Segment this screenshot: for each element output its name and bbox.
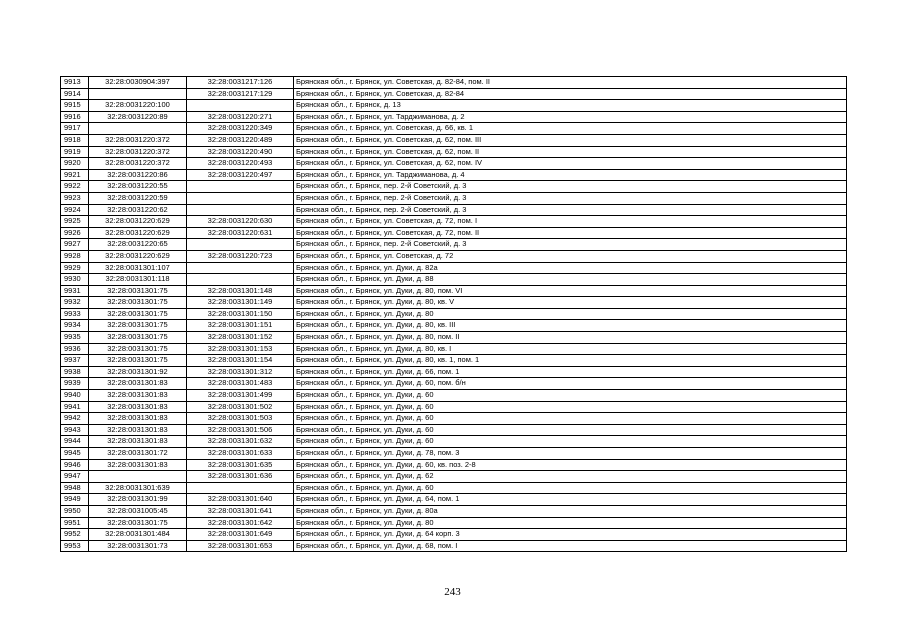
cadastral-number-cell: 32:28:0031220:372 bbox=[89, 158, 187, 170]
table-row bbox=[61, 401, 847, 413]
table-row bbox=[61, 482, 847, 494]
table-row bbox=[61, 413, 847, 425]
address-cell: Брянская обл., г. Брянск, ул. Советская, д. 72, пом. I bbox=[294, 216, 847, 228]
row-number-cell: 9950 bbox=[61, 505, 89, 517]
row-number-cell: 9949 bbox=[61, 494, 89, 506]
row-number-cell: 9928 bbox=[61, 250, 89, 262]
cadastral-number-cell: 32:28:0031301:83 bbox=[89, 436, 187, 448]
object-cadastral-number-cell: 32:28:0031301:506 bbox=[187, 424, 294, 436]
table-row bbox=[61, 308, 847, 320]
row-number-cell: 9952 bbox=[61, 529, 89, 541]
object-cadastral-number-cell: 32:28:0031301:653 bbox=[187, 540, 294, 552]
table-row bbox=[61, 320, 847, 332]
table-row bbox=[61, 436, 847, 448]
cadastral-number-cell: 32:28:0031301:107 bbox=[89, 262, 187, 274]
table-row bbox=[61, 146, 847, 158]
row-number-cell: 9920 bbox=[61, 158, 89, 170]
address-cell: Брянская обл., г. Брянск, ул. Дуки, д. 80, пом. VI bbox=[294, 285, 847, 297]
cadastral-number-cell: 32:28:0031220:59 bbox=[89, 192, 187, 204]
object-cadastral-number-cell: 32:28:0031301:499 bbox=[187, 390, 294, 402]
object-cadastral-number-cell: 32:28:0031301:312 bbox=[187, 366, 294, 378]
row-number-cell: 9931 bbox=[61, 285, 89, 297]
address-cell: Брянская обл., г. Брянск, ул. Дуки, д. 60 bbox=[294, 482, 847, 494]
row-number-cell: 9934 bbox=[61, 320, 89, 332]
object-cadastral-number-cell: 32:28:0031220:271 bbox=[187, 111, 294, 123]
table-row bbox=[61, 216, 847, 228]
row-number-cell: 9925 bbox=[61, 216, 89, 228]
address-cell: Брянская обл., г. Брянск, ул. Дуки, д. 80, пом. II bbox=[294, 332, 847, 344]
table-row bbox=[61, 274, 847, 286]
cadastral-number-cell: 32:28:0031301:92 bbox=[89, 366, 187, 378]
row-number-cell: 9947 bbox=[61, 471, 89, 483]
row-number-cell: 9919 bbox=[61, 146, 89, 158]
address-cell: Брянская обл., г. Брянск, ул. Дуки, д. 60 bbox=[294, 401, 847, 413]
row-number-cell: 9942 bbox=[61, 413, 89, 425]
address-cell: Брянская обл., г. Брянск, ул. Дуки, д. 80, кв. I bbox=[294, 343, 847, 355]
object-cadastral-number-cell: 32:28:0031220:349 bbox=[187, 123, 294, 135]
object-cadastral-number-cell: 32:28:0031301:149 bbox=[187, 297, 294, 309]
table-row bbox=[61, 494, 847, 506]
cadastral-number-cell: 32:28:0031301:83 bbox=[89, 401, 187, 413]
row-number-cell: 9927 bbox=[61, 239, 89, 251]
object-cadastral-number-cell bbox=[187, 204, 294, 216]
object-cadastral-number-cell bbox=[187, 239, 294, 251]
row-number-cell: 9913 bbox=[61, 77, 89, 89]
object-cadastral-number-cell bbox=[187, 192, 294, 204]
row-number-cell: 9914 bbox=[61, 88, 89, 100]
row-number-cell: 9921 bbox=[61, 169, 89, 181]
cadastral-number-cell: 32:28:0031301:75 bbox=[89, 297, 187, 309]
address-cell: Брянская обл., г. Брянск, ул. Дуки, д. 80, кв. III bbox=[294, 320, 847, 332]
row-number-cell: 9915 bbox=[61, 100, 89, 112]
table-row bbox=[61, 169, 847, 181]
row-number-cell: 9951 bbox=[61, 517, 89, 529]
table-row bbox=[61, 181, 847, 193]
object-cadastral-number-cell: 32:28:0031301:641 bbox=[187, 505, 294, 517]
address-cell: Брянская обл., г. Брянск, ул. Дуки, д. 60 bbox=[294, 413, 847, 425]
cadastral-number-cell bbox=[89, 471, 187, 483]
table-row bbox=[61, 505, 847, 517]
address-cell: Брянская обл., г. Брянск, ул. Дуки, д. 78, пом. 3 bbox=[294, 448, 847, 460]
object-cadastral-number-cell: 32:28:0031301:635 bbox=[187, 459, 294, 471]
table-row bbox=[61, 471, 847, 483]
address-cell: Брянская обл., г. Брянск, ул. Дуки, д. 62 bbox=[294, 471, 847, 483]
row-number-cell: 9941 bbox=[61, 401, 89, 413]
table-row bbox=[61, 459, 847, 471]
table-row bbox=[61, 111, 847, 123]
cadastral-number-cell: 32:28:0031220:55 bbox=[89, 181, 187, 193]
row-number-cell: 9937 bbox=[61, 355, 89, 367]
cadastral-number-cell: 32:28:0031301:75 bbox=[89, 308, 187, 320]
address-cell: Брянская обл., г. Брянск, ул. Советская, д. 82-84, пом. II bbox=[294, 77, 847, 89]
table-row bbox=[61, 390, 847, 402]
object-cadastral-number-cell: 32:28:0031301:151 bbox=[187, 320, 294, 332]
address-cell: Брянская обл., г. Брянск, пер. 2-й Советский, д. 3 bbox=[294, 204, 847, 216]
row-number-cell: 9926 bbox=[61, 227, 89, 239]
object-cadastral-number-cell: 32:28:0031301:649 bbox=[187, 529, 294, 541]
cadastral-number-cell: 32:28:0031220:100 bbox=[89, 100, 187, 112]
address-cell: Брянская обл., г. Брянск, пер. 2-й Советский, д. 3 bbox=[294, 192, 847, 204]
row-number-cell: 9929 bbox=[61, 262, 89, 274]
cadastral-number-cell: 32:28:0031220:65 bbox=[89, 239, 187, 251]
address-cell: Брянская обл., г. Брянск, ул. Дуки, д. 82а bbox=[294, 262, 847, 274]
row-number-cell: 9936 bbox=[61, 343, 89, 355]
address-cell: Брянская обл., г. Брянск, ул. Дуки, д. 88 bbox=[294, 274, 847, 286]
cadastral-number-cell: 32:28:0031220:86 bbox=[89, 169, 187, 181]
row-number-cell: 9924 bbox=[61, 204, 89, 216]
cadastral-number-cell: 32:28:0031220:89 bbox=[89, 111, 187, 123]
table-row bbox=[61, 424, 847, 436]
cadastral-number-cell bbox=[89, 123, 187, 135]
row-number-cell: 9948 bbox=[61, 482, 89, 494]
address-cell: Брянская обл., г. Брянск, ул. Дуки, д. 80 bbox=[294, 308, 847, 320]
cadastral-number-cell: 32:28:0031220:372 bbox=[89, 146, 187, 158]
cadastral-number-cell: 32:28:0031301:99 bbox=[89, 494, 187, 506]
row-number-cell: 9945 bbox=[61, 448, 89, 460]
address-cell: Брянская обл., г. Брянск, ул. Дуки, д. 80а bbox=[294, 505, 847, 517]
cadastral-number-cell: 32:28:0030904:397 bbox=[89, 77, 187, 89]
object-cadastral-number-cell: 32:28:0031301:640 bbox=[187, 494, 294, 506]
object-cadastral-number-cell: 32:28:0031217:126 bbox=[187, 77, 294, 89]
address-cell: Брянская обл., г. Брянск, ул. Дуки, д. 68, пом. I bbox=[294, 540, 847, 552]
table-row bbox=[61, 540, 847, 552]
address-cell: Брянская обл., г. Брянск, ул. Дуки, д. 60 bbox=[294, 424, 847, 436]
row-number-cell: 9946 bbox=[61, 459, 89, 471]
table-row bbox=[61, 297, 847, 309]
address-cell: Брянская обл., г. Брянск, ул. Дуки, д. 80 bbox=[294, 517, 847, 529]
cadastral-number-cell: 32:28:0031220:629 bbox=[89, 227, 187, 239]
table-row bbox=[61, 227, 847, 239]
table-row bbox=[61, 250, 847, 262]
table-row bbox=[61, 134, 847, 146]
table-row bbox=[61, 192, 847, 204]
cadastral-number-cell: 32:28:0031301:484 bbox=[89, 529, 187, 541]
object-cadastral-number-cell: 32:28:0031301:483 bbox=[187, 378, 294, 390]
row-number-cell: 9916 bbox=[61, 111, 89, 123]
address-cell: Брянская обл., г. Брянск, ул. Дуки, д. 80, кв. V bbox=[294, 297, 847, 309]
row-number-cell: 9923 bbox=[61, 192, 89, 204]
cadastral-number-cell: 32:28:0031301:83 bbox=[89, 413, 187, 425]
object-cadastral-number-cell: 32:28:0031220:490 bbox=[187, 146, 294, 158]
object-cadastral-number-cell bbox=[187, 262, 294, 274]
cadastral-number-cell: 32:28:0031220:62 bbox=[89, 204, 187, 216]
cadastral-number-cell: 32:28:0031301:118 bbox=[89, 274, 187, 286]
table-row bbox=[61, 123, 847, 135]
address-cell: Брянская обл., г. Брянск, пер. 2-й Советский, д. 3 bbox=[294, 239, 847, 251]
table-body bbox=[61, 77, 847, 552]
object-cadastral-number-cell: 32:28:0031301:642 bbox=[187, 517, 294, 529]
row-number-cell: 9933 bbox=[61, 308, 89, 320]
table-row bbox=[61, 517, 847, 529]
table-row bbox=[61, 239, 847, 251]
table-row bbox=[61, 332, 847, 344]
property-register-table bbox=[60, 76, 847, 552]
cadastral-number-cell: 32:28:0031301:83 bbox=[89, 424, 187, 436]
object-cadastral-number-cell: 32:28:0031301:502 bbox=[187, 401, 294, 413]
object-cadastral-number-cell: 32:28:0031220:631 bbox=[187, 227, 294, 239]
object-cadastral-number-cell: 32:28:0031220:493 bbox=[187, 158, 294, 170]
row-number-cell: 9935 bbox=[61, 332, 89, 344]
address-cell: Брянская обл., г. Брянск, ул. Дуки, д. 66, пом. 1 bbox=[294, 366, 847, 378]
row-number-cell: 9944 bbox=[61, 436, 89, 448]
object-cadastral-number-cell: 32:28:0031301:152 bbox=[187, 332, 294, 344]
address-cell: Брянская обл., г. Брянск, ул. Советская, д. 62, пом. III bbox=[294, 134, 847, 146]
row-number-cell: 9917 bbox=[61, 123, 89, 135]
cadastral-number-cell: 32:28:0031301:75 bbox=[89, 320, 187, 332]
address-cell: Брянская обл., г. Брянск, ул. Дуки, д. 64, пом. 1 bbox=[294, 494, 847, 506]
address-cell: Брянская обл., г. Брянск, д. 13 bbox=[294, 100, 847, 112]
address-cell: Брянская обл., г. Брянск, ул. Дуки, д. 60 bbox=[294, 390, 847, 402]
cadastral-number-cell: 32:28:0031220:372 bbox=[89, 134, 187, 146]
object-cadastral-number-cell: 32:28:0031220:497 bbox=[187, 169, 294, 181]
address-cell: Брянская обл., г. Брянск, ул. Советская, д. 62, пом. IV bbox=[294, 158, 847, 170]
table-row bbox=[61, 158, 847, 170]
row-number-cell: 9922 bbox=[61, 181, 89, 193]
object-cadastral-number-cell: 32:28:0031301:153 bbox=[187, 343, 294, 355]
cadastral-number-cell: 32:28:0031220:629 bbox=[89, 250, 187, 262]
row-number-cell: 9939 bbox=[61, 378, 89, 390]
row-number-cell: 9943 bbox=[61, 424, 89, 436]
row-number-cell: 9918 bbox=[61, 134, 89, 146]
object-cadastral-number-cell: 32:28:0031301:503 bbox=[187, 413, 294, 425]
cadastral-number-cell: 32:28:0031301:75 bbox=[89, 332, 187, 344]
address-cell: Брянская обл., г. Брянск, ул. Дуки, д. 80, кв. 1, пом. 1 bbox=[294, 355, 847, 367]
table-row bbox=[61, 366, 847, 378]
row-number-cell: 9953 bbox=[61, 540, 89, 552]
address-cell: Брянская обл., г. Брянск, ул. Дуки, д. 60, кв. поз. 2-8 bbox=[294, 459, 847, 471]
address-cell: Брянская обл., г. Брянск, ул. Советская, д. 72 bbox=[294, 250, 847, 262]
object-cadastral-number-cell: 32:28:0031301:150 bbox=[187, 308, 294, 320]
cadastral-number-cell: 32:28:0031301:639 bbox=[89, 482, 187, 494]
table-row bbox=[61, 204, 847, 216]
cadastral-number-cell: 32:28:0031301:75 bbox=[89, 343, 187, 355]
cadastral-number-cell: 32:28:0031301:83 bbox=[89, 378, 187, 390]
cadastral-number-cell: 32:28:0031301:73 bbox=[89, 540, 187, 552]
cadastral-number-cell: 32:28:0031301:75 bbox=[89, 285, 187, 297]
address-cell: Брянская обл., г. Брянск, ул. Дуки, д. 60 bbox=[294, 436, 847, 448]
object-cadastral-number-cell bbox=[187, 100, 294, 112]
object-cadastral-number-cell: 32:28:0031301:633 bbox=[187, 448, 294, 460]
object-cadastral-number-cell: 32:28:0031220:723 bbox=[187, 250, 294, 262]
row-number-cell: 9938 bbox=[61, 366, 89, 378]
address-cell: Брянская обл., г. Брянск, ул. Советская, д. 72, пом. II bbox=[294, 227, 847, 239]
cadastral-number-cell: 32:28:0031301:72 bbox=[89, 448, 187, 460]
object-cadastral-number-cell bbox=[187, 274, 294, 286]
cadastral-number-cell: 32:28:0031220:629 bbox=[89, 216, 187, 228]
address-cell: Брянская обл., г. Брянск, пер. 2-й Советский, д. 3 bbox=[294, 181, 847, 193]
address-cell: Брянская обл., г. Брянск, ул. Дуки, д. 60, пом. б/н bbox=[294, 378, 847, 390]
object-cadastral-number-cell: 32:28:0031301:154 bbox=[187, 355, 294, 367]
table-row bbox=[61, 77, 847, 89]
table-row bbox=[61, 343, 847, 355]
object-cadastral-number-cell: 32:28:0031220:630 bbox=[187, 216, 294, 228]
table-row bbox=[61, 355, 847, 367]
row-number-cell: 9940 bbox=[61, 390, 89, 402]
page-number: 243 bbox=[444, 586, 461, 598]
object-cadastral-number-cell bbox=[187, 482, 294, 494]
object-cadastral-number-cell: 32:28:0031301:148 bbox=[187, 285, 294, 297]
cadastral-number-cell: 32:28:0031301:83 bbox=[89, 459, 187, 471]
address-cell: Брянская обл., г. Брянск, ул. Советская, д. 62, пом. II bbox=[294, 146, 847, 158]
row-number-cell: 9930 bbox=[61, 274, 89, 286]
object-cadastral-number-cell bbox=[187, 181, 294, 193]
table-row bbox=[61, 262, 847, 274]
object-cadastral-number-cell: 32:28:0031301:636 bbox=[187, 471, 294, 483]
address-cell: Брянская обл., г. Брянск, ул. Советская, д. 82-84 bbox=[294, 88, 847, 100]
cadastral-number-cell: 32:28:0031005:45 bbox=[89, 505, 187, 517]
cadastral-number-cell: 32:28:0031301:83 bbox=[89, 390, 187, 402]
cadastral-number-cell: 32:28:0031301:75 bbox=[89, 517, 187, 529]
cadastral-number-cell: 32:28:0031301:75 bbox=[89, 355, 187, 367]
address-cell: Брянская обл., г. Брянск, ул. Советская, д. 66, кв. 1 bbox=[294, 123, 847, 135]
table-row bbox=[61, 378, 847, 390]
address-cell: Брянская обл., г. Брянск, ул. Тарджиманова, д. 4 bbox=[294, 169, 847, 181]
object-cadastral-number-cell: 32:28:0031217:129 bbox=[187, 88, 294, 100]
cadastral-number-cell bbox=[89, 88, 187, 100]
row-number-cell: 9932 bbox=[61, 297, 89, 309]
table-row bbox=[61, 88, 847, 100]
table-row bbox=[61, 448, 847, 460]
table-row bbox=[61, 100, 847, 112]
table-row bbox=[61, 285, 847, 297]
address-cell: Брянская обл., г. Брянск, ул. Тарджиманова, д. 2 bbox=[294, 111, 847, 123]
table-row bbox=[61, 529, 847, 541]
object-cadastral-number-cell: 32:28:0031220:489 bbox=[187, 134, 294, 146]
object-cadastral-number-cell: 32:28:0031301:632 bbox=[187, 436, 294, 448]
address-cell: Брянская обл., г. Брянск, ул. Дуки, д. 64 корп. 3 bbox=[294, 529, 847, 541]
